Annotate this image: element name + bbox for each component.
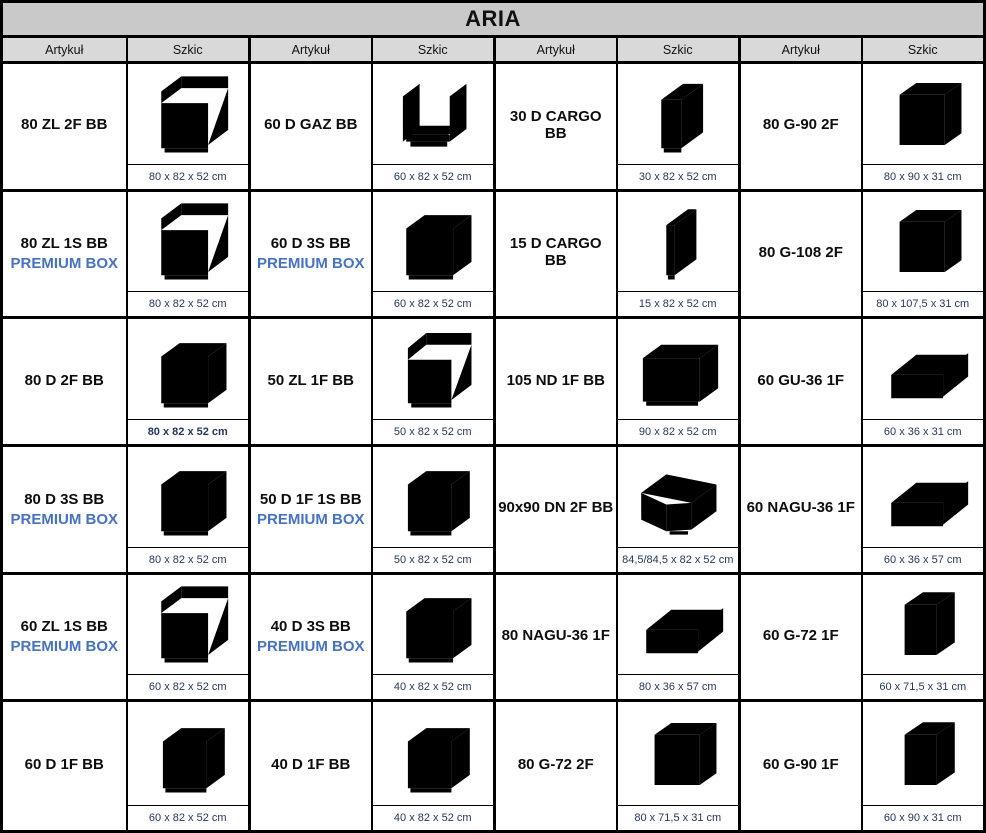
product-article-cell [3, 575, 126, 703]
product-dimensions: 90 x 82 x 52 cm [618, 419, 739, 444]
product-dimensions: 30 x 82 x 52 cm [618, 164, 739, 189]
product-sketch-cell [371, 192, 494, 320]
product-code: 80 ZL 2F BB [21, 116, 108, 134]
base-two-door-icon [136, 323, 240, 415]
product-code: 50 ZL 1F BB [267, 371, 354, 389]
base-one-door-icon [381, 708, 485, 800]
product-code: 80 ZL 1S BB [20, 235, 108, 253]
sink-one-drawer-icon [136, 195, 240, 287]
sketch-drawing-area [128, 319, 249, 419]
sketch-drawing-area [373, 447, 494, 547]
product-sketch-cell [616, 64, 739, 192]
column-header-szkic: Szkic [861, 38, 984, 64]
cargo-narrow-icon [626, 68, 730, 160]
product-article-cell [738, 64, 861, 192]
product-sketch-cell [126, 575, 249, 703]
product-code: 40 D 3S BB [270, 618, 351, 636]
product-dimensions: 50 x 82 x 52 cm [373, 419, 494, 444]
sketch-drawing-area [373, 192, 494, 292]
base-one-door-icon [136, 708, 240, 800]
sketch-drawing-area [373, 702, 494, 805]
product-article-cell [248, 64, 371, 192]
product-article-cell [248, 575, 371, 703]
sketch-drawing-area [863, 64, 984, 164]
product-dimensions: 80 x 82 x 52 cm [128, 291, 249, 316]
product-code: 60 GU-36 1F [757, 371, 845, 389]
sink-two-door-icon [136, 68, 240, 160]
catalog-table [3, 38, 983, 830]
three-drawers-icon [136, 451, 240, 543]
product-code: 60 D 1F BB [24, 756, 104, 774]
product-article-cell [3, 64, 126, 192]
product-code: 80 D 2F BB [24, 371, 104, 389]
product-sketch-cell [861, 192, 984, 320]
product-sketch-cell [371, 319, 494, 447]
product-dimensions: 60 x 36 x 57 cm [863, 547, 984, 572]
product-sketch-cell [126, 702, 249, 830]
sketch-drawing-area [863, 575, 984, 675]
product-article-cell [3, 319, 126, 447]
sketch-drawing-area [618, 319, 739, 419]
premium-box-label: PREMIUM BOX [10, 510, 118, 528]
product-code: 105 ND 1F BB [506, 371, 605, 389]
product-code: 60 G-90 1F [762, 756, 839, 774]
corner-l-icon [626, 451, 730, 543]
sketch-drawing-area [863, 702, 984, 805]
product-dimensions: 60 x 82 x 52 cm [373, 164, 494, 189]
product-dimensions: 60 x 36 x 31 cm [863, 419, 984, 444]
product-code: 60 D 3S BB [270, 235, 351, 253]
product-sketch-cell [126, 192, 249, 320]
cargo-slim-icon [626, 195, 730, 287]
wall-two-door-icon [871, 68, 975, 160]
product-sketch-cell [616, 575, 739, 703]
product-dimensions: 80 x 107,5 x 31 cm [863, 291, 984, 316]
sketch-drawing-area [618, 447, 739, 547]
product-article-cell [3, 192, 126, 320]
product-sketch-cell [616, 192, 739, 320]
product-article-cell [493, 319, 616, 447]
product-article-cell [493, 575, 616, 703]
sketch-drawing-area [128, 702, 249, 805]
sketch-drawing-area [373, 64, 494, 164]
product-article-cell [738, 575, 861, 703]
product-code: 50 D 1F 1S BB [259, 490, 362, 508]
premium-box-label: PREMIUM BOX [10, 255, 118, 273]
product-article-cell [3, 447, 126, 575]
sketch-drawing-area [128, 575, 249, 675]
product-article-cell [493, 447, 616, 575]
product-article-cell [738, 447, 861, 575]
product-dimensions: 60 x 71,5 x 31 cm [863, 674, 984, 699]
product-article-cell [248, 447, 371, 575]
premium-box-label: PREMIUM BOX [256, 638, 365, 656]
product-dimensions: 40 x 82 x 52 cm [373, 674, 494, 699]
product-dimensions: 80 x 82 x 52 cm [128, 164, 249, 189]
sketch-drawing-area [618, 192, 739, 292]
premium-box-label: PREMIUM BOX [10, 638, 118, 656]
product-code: 60 ZL 1S BB [20, 618, 108, 636]
product-article-cell [493, 702, 616, 830]
product-sketch-cell [861, 447, 984, 575]
column-header-artykul: Artykuł [738, 38, 861, 64]
product-code: 30 D CARGO BB [509, 107, 602, 142]
column-header-artykul: Artykuł [248, 38, 371, 64]
product-code: 80 G-90 2F [762, 116, 839, 134]
sketch-drawing-area [128, 64, 249, 164]
wall-one-door-icon [871, 708, 975, 800]
column-header-artykul: Artykuł [493, 38, 616, 64]
product-article-cell [3, 702, 126, 830]
sketch-drawing-area [128, 192, 249, 292]
product-sketch-cell [371, 575, 494, 703]
product-code: 40 D 1F BB [271, 756, 351, 774]
sketch-drawing-area [863, 192, 984, 292]
three-drawers-icon [381, 195, 485, 287]
column-header-szkic: Szkic [126, 38, 249, 64]
product-article-cell [738, 319, 861, 447]
product-code: 15 D CARGO BB [509, 235, 602, 270]
flat-chest-icon [871, 451, 975, 543]
page-title: ARIA [3, 3, 983, 38]
product-sketch-cell [616, 702, 739, 830]
product-sketch-cell [861, 64, 984, 192]
product-dimensions: 80 x 82 x 52 cm [128, 419, 249, 444]
product-sketch-cell [616, 319, 739, 447]
product-sketch-cell [616, 447, 739, 575]
product-code: 60 G-72 1F [762, 626, 839, 644]
product-dimensions: 60 x 82 x 52 cm [128, 805, 249, 830]
product-dimensions: 40 x 82 x 52 cm [373, 805, 494, 830]
three-drawers-icon [381, 578, 485, 670]
sink-one-drawer-icon [136, 578, 240, 670]
product-code: 80 D 3S BB [24, 490, 105, 508]
product-sketch-cell [371, 447, 494, 575]
product-article-cell [248, 702, 371, 830]
product-article-cell [493, 192, 616, 320]
column-header-szkic: Szkic [371, 38, 494, 64]
product-dimensions: 80 x 82 x 52 cm [128, 547, 249, 572]
product-code: 60 NAGU-36 1F [746, 499, 855, 517]
product-code: 80 NAGU-36 1F [501, 626, 610, 644]
product-sketch-cell [861, 575, 984, 703]
product-article-cell [738, 702, 861, 830]
open-frame-icon [381, 68, 485, 160]
product-code: 80 G-72 2F [517, 756, 594, 774]
product-article-cell [738, 192, 861, 320]
sketch-drawing-area [373, 575, 494, 675]
product-sketch-cell [126, 447, 249, 575]
product-article-cell [248, 192, 371, 320]
product-sketch-cell [371, 702, 494, 830]
wall-two-door-icon [871, 195, 975, 287]
product-sketch-cell [861, 319, 984, 447]
sink-one-door-icon [381, 323, 485, 415]
product-dimensions: 60 x 90 x 31 cm [863, 805, 984, 830]
product-sketch-cell [371, 64, 494, 192]
flat-chest-icon [626, 578, 730, 670]
sketch-drawing-area [618, 702, 739, 805]
product-dimensions: 84,5/84,5 x 82 x 52 cm [618, 547, 739, 572]
product-dimensions: 50 x 82 x 52 cm [373, 547, 494, 572]
product-sketch-cell [126, 64, 249, 192]
flat-chest-icon [871, 323, 975, 415]
sketch-drawing-area [863, 319, 984, 419]
product-article-cell [248, 319, 371, 447]
sketch-drawing-area [618, 64, 739, 164]
product-dimensions: 80 x 36 x 57 cm [618, 674, 739, 699]
product-sketch-cell [861, 702, 984, 830]
product-code: 60 D GAZ BB [264, 116, 358, 134]
product-dimensions: 80 x 71,5 x 31 cm [618, 805, 739, 830]
product-dimensions: 15 x 82 x 52 cm [618, 291, 739, 316]
product-dimensions: 60 x 82 x 52 cm [128, 674, 249, 699]
product-code: 80 G-108 2F [758, 243, 843, 261]
base-door-drawer-icon [381, 451, 485, 543]
product-dimensions: 60 x 82 x 52 cm [373, 291, 494, 316]
product-sketch-cell [126, 319, 249, 447]
column-header-artykul: Artykuł [3, 38, 126, 64]
column-header-szkic: Szkic [616, 38, 739, 64]
premium-box-label: PREMIUM BOX [256, 510, 365, 528]
sketch-drawing-area [128, 447, 249, 547]
sketch-drawing-area [863, 447, 984, 547]
sketch-drawing-area [373, 319, 494, 419]
sketch-drawing-area [618, 575, 739, 675]
product-code: 90x90 DN 2F BB [498, 499, 614, 517]
product-dimensions: 80 x 90 x 31 cm [863, 164, 984, 189]
corner-blind-icon [626, 323, 730, 415]
wall-one-door-icon [871, 578, 975, 670]
premium-box-label: PREMIUM BOX [256, 255, 365, 273]
wall-two-door-icon [626, 708, 730, 800]
product-article-cell [493, 64, 616, 192]
